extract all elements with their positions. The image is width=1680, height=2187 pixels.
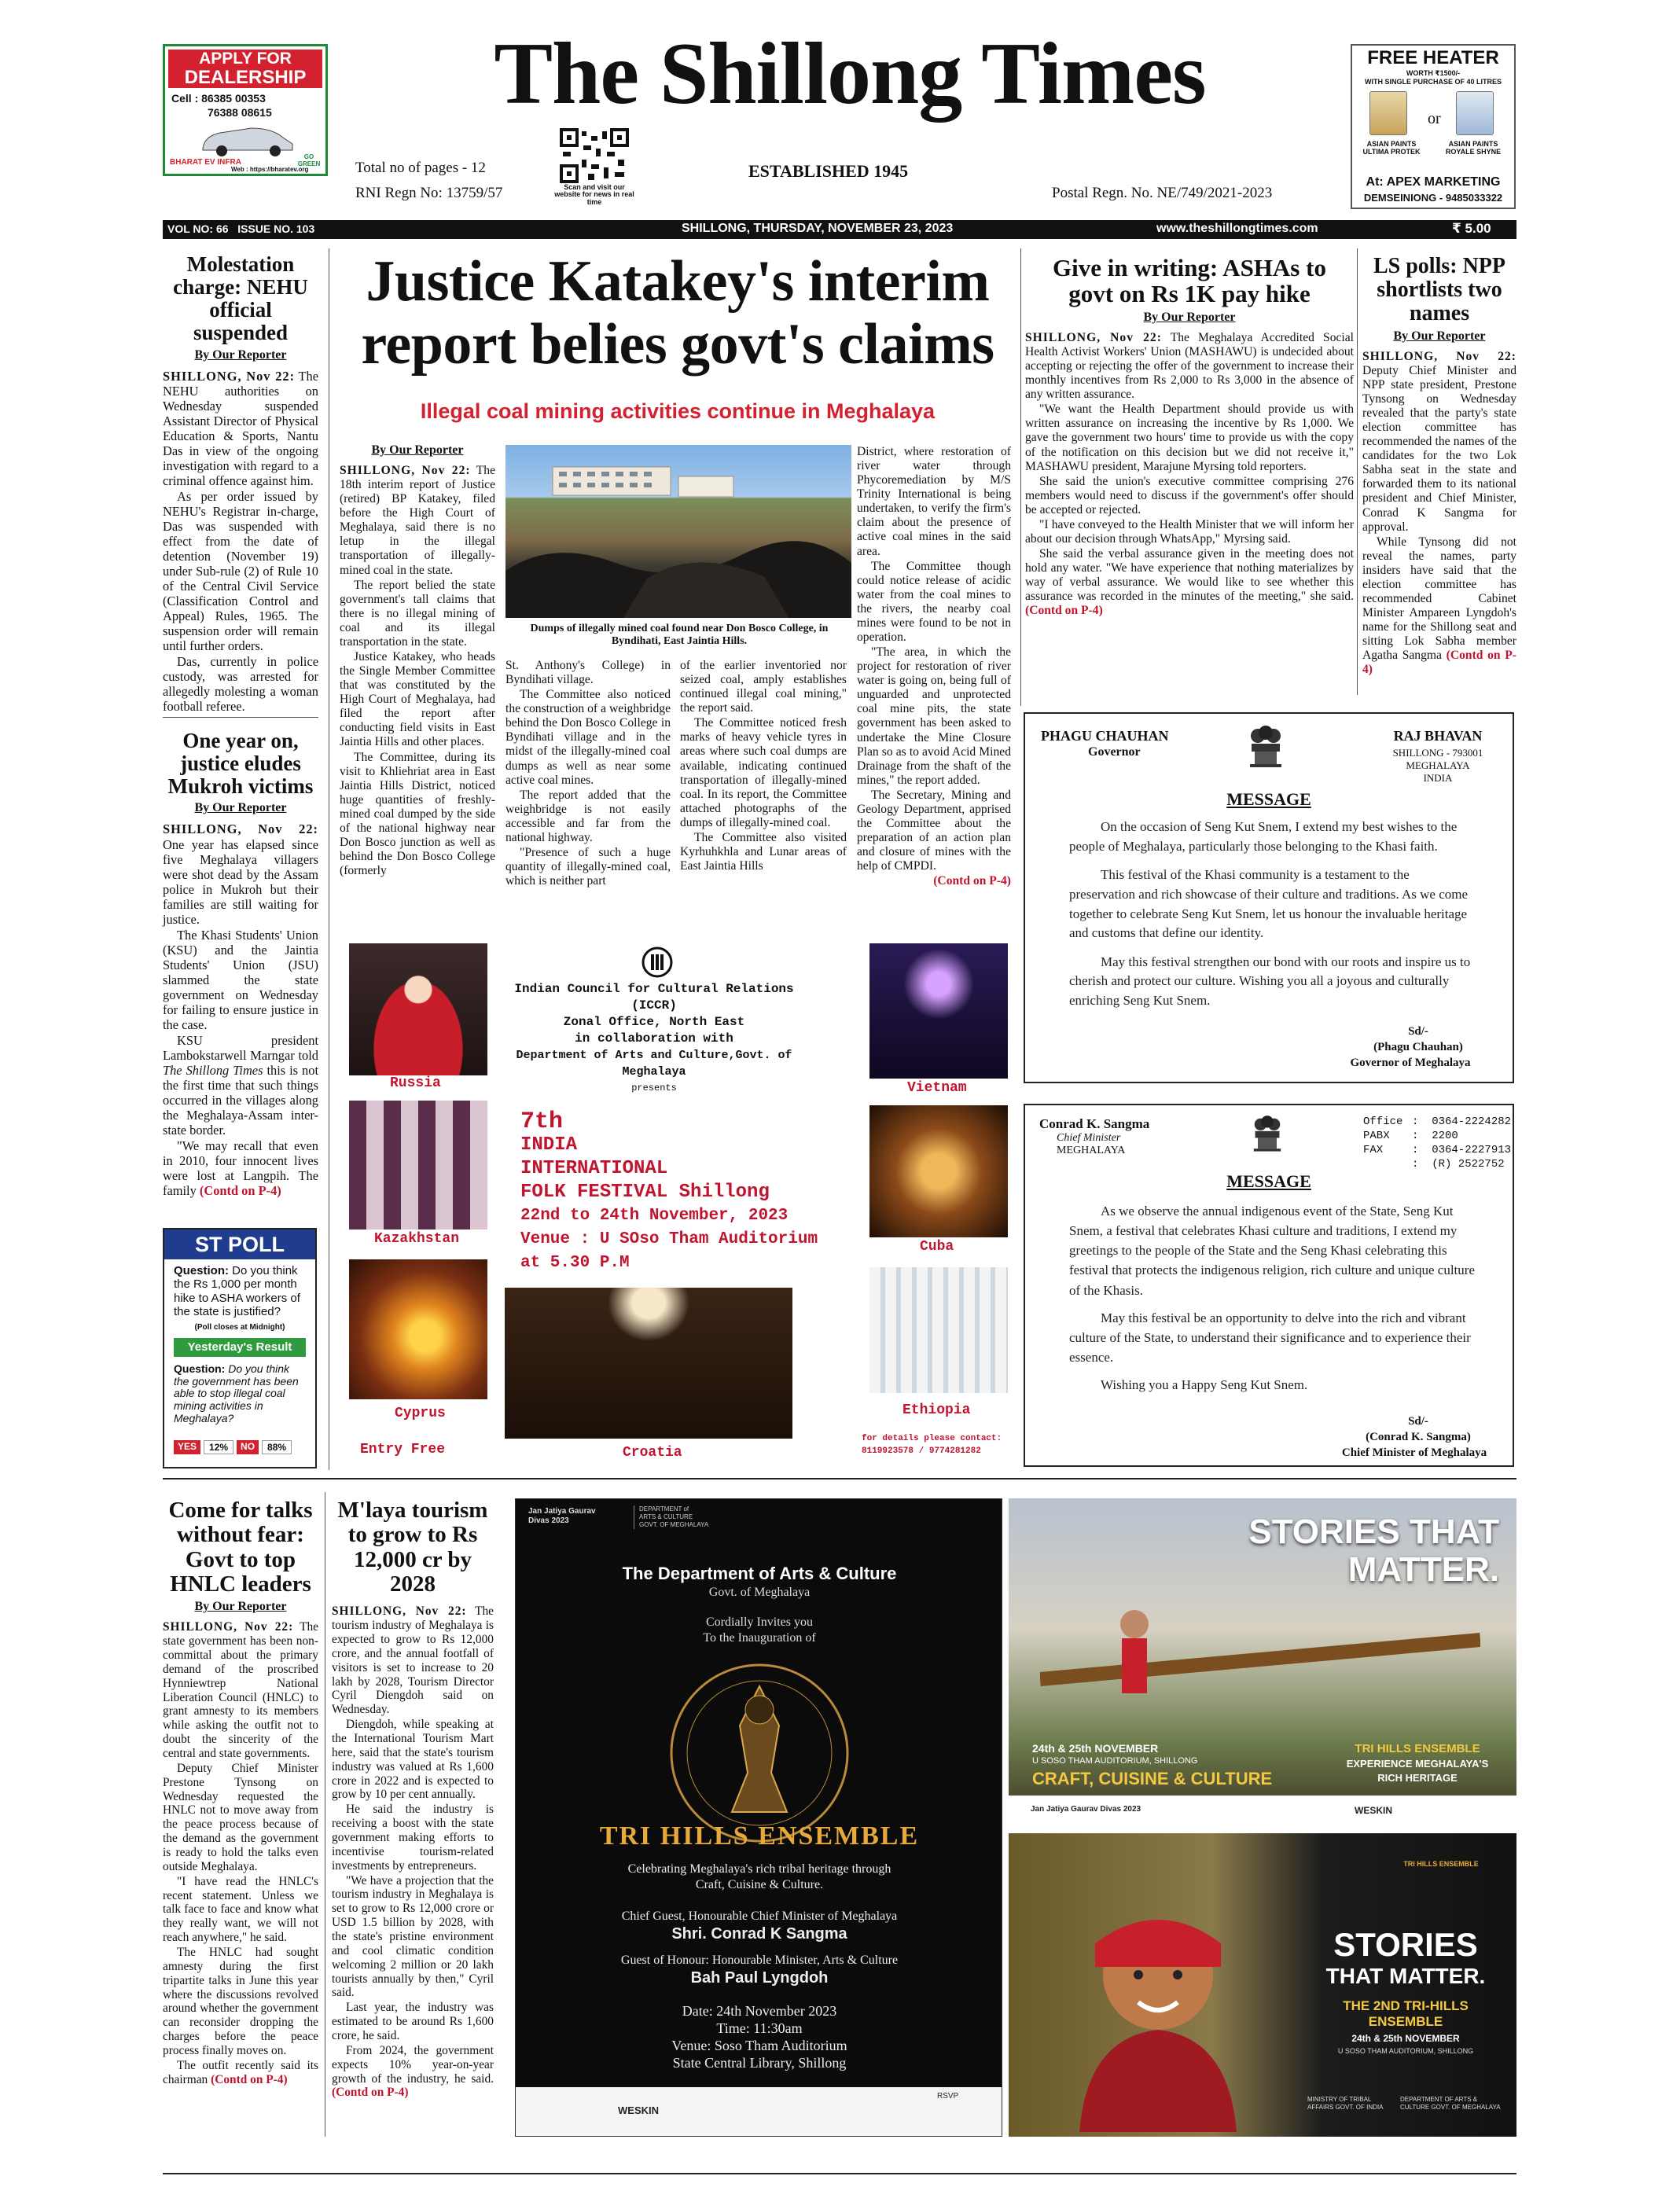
invite-venue-2: State Central Library, Shillong xyxy=(672,2055,847,2071)
raj-bhavan-addr-3: INDIA xyxy=(1423,772,1453,784)
stories-ad-2[interactable] xyxy=(1009,1833,1516,2137)
stories2-venue: U SOSO THAM AUDITORIUM, SHILLONG xyxy=(1337,2047,1474,2055)
lead-byline: By Our Reporter xyxy=(371,443,464,457)
dealer-cell-2: 76388 08615 xyxy=(208,106,272,119)
tourism-p2: Diengdoh, while speaking at the International Tourism Mart here, said that the state's tourism industry was valued at Rs 1,600 crore in 2022 and is expected to grow by 10 per cent annually. xyxy=(332,1718,494,1802)
poll-no-value: 88% xyxy=(262,1440,292,1454)
croatia-label: Croatia xyxy=(623,1445,682,1461)
lead-c3p2: The Committee noticed fresh marks of heavy vehicle tyres in areas where such coal dumps are available, indicating continued transportation of illegally-mined coal. In its report, the Committee attached photographs of the dumps of illegally-mined coal. xyxy=(680,716,847,829)
invite-dept-small-1: DEPARTMENT of xyxy=(639,1505,689,1513)
stories1-dates: 24th & 25th NOVEMBER xyxy=(1032,1742,1159,1755)
ls-contd[interactable]: (Contd on P-4) xyxy=(1362,649,1516,677)
russia-photo xyxy=(349,943,487,1075)
heater-product-1: ASIAN PAINTS ULTIMA PROTEK xyxy=(1362,140,1421,156)
ls-p2: While Tynsong did not reveal the names, party insiders have said that the election committee has recommended Cabinet Minister Ampareen Lyngdoh's name for the Shillong seat and sitting Lok Sabha member Agatha Sangma xyxy=(1362,535,1516,663)
nehu-article xyxy=(163,253,318,715)
governor-role: Governor xyxy=(1088,745,1141,759)
nehu-headline: Molestation charge: NEHU official suspended xyxy=(173,252,308,345)
invite-dept-small-3: GOVT. OF MEGHALAYA xyxy=(639,1521,709,1528)
cm-pabx-label: PABX xyxy=(1363,1130,1390,1142)
mukroh-article xyxy=(163,730,318,1199)
invite-jj-1: Jan Jatiya Gaurav xyxy=(528,1507,596,1516)
invite-footer xyxy=(516,2087,1002,2136)
tourism-p5: Last year, the industry was estimated to be around Rs 1,600 crore, he said. xyxy=(332,2001,494,2043)
stories1-weskin: WESKIN xyxy=(1355,1805,1392,1816)
bamboo-performer-image xyxy=(1040,1585,1480,1742)
mukroh-dateline: SHILLONG, Nov 22: xyxy=(163,822,318,837)
governor-p2: This festival of the Khasi community is a testament to the preservation and rich showcase of their culture and traditions. As we come together to celebrate Seng Kut Snem, let us honour the invaluable heritage and customs that define our identity. xyxy=(1069,867,1469,941)
cyprus-photo xyxy=(349,1259,487,1399)
lead-c2p1: St. Anthony's College) in Byndihati village. xyxy=(505,659,671,687)
st-poll[interactable] xyxy=(163,1228,317,1468)
website[interactable]: www.theshillongtimes.com xyxy=(1156,222,1318,235)
vietnam-photo xyxy=(869,943,1008,1079)
entry-free: Entry Free xyxy=(360,1442,446,1457)
heater-address: DEMSEINIONG - 9485033322 xyxy=(1363,192,1503,204)
iccr-logo-icon xyxy=(641,946,673,978)
coal-photo-caption: Dumps of illegally mined coal found near Don Bosco College, in Byndihati, East Jaintia Hills. xyxy=(530,623,829,648)
dealer-web[interactable]: Web : https://bharatev.org xyxy=(231,166,309,173)
folk-t6: Venue : U SOso Tham Auditorium xyxy=(520,1230,818,1248)
cm-p1: As we observe the annual indigenous event of the State, Seng Kut Snem, a festival that celebrates Khasi culture and traditions, I extend my greetings to the people of the State and the Seng Khasi celebrating this festival that protects the indigenous religion, rich culture and unique culture of the Khasis. xyxy=(1069,1204,1475,1298)
lead-col-4 xyxy=(857,445,1011,889)
poll-question-2: Do you think the government has been able to stop illegal coal mining activities in Meghalaya? xyxy=(174,1362,299,1424)
invite-jj-2: Divas 2023 xyxy=(528,1516,569,1525)
asha-dateline: SHILLONG, Nov 22: xyxy=(1025,330,1162,344)
asha-article xyxy=(1025,255,1354,619)
hnlc-p4: The HNLC had sought amnesty during the first tripartite talks in June this year where the discussions revolved around whether the government can reconsider dropping the charges before the peace process finally moves on. xyxy=(163,1946,318,2058)
asha-p1: The Meghalaya Accredited Social Health Activist Workers' Union (MASHAWU) is undecided about accepting or rejecting the offer of the government to increase their monthly incentives from Rs 2,000 to Rs 3,000 in the absence of any written assurance. xyxy=(1025,330,1354,402)
folk-t5: 22nd to 24th November, 2023 xyxy=(520,1207,789,1225)
asha-headline: Give in writing: ASHAs to govt on Rs 1K pay hike xyxy=(1053,254,1326,308)
asha-p3: She said the union's executive committee comprising 276 members would need to discuss if the government's offer should be accepted or rejected. xyxy=(1025,474,1354,516)
dealer-brand: BHARAT EV INFRA xyxy=(170,158,241,167)
hnlc-p5: The outfit recently said its chairman xyxy=(163,2058,318,2086)
lead-c4p4: The Secretary, Mining and Geology Department, apprised the Committee about the preparation of an action plan and closure of mines with the help of CMPDI. xyxy=(857,788,1011,873)
lead-c1p4: The Committee, during its visit to Khliehriat area in East Jaintia Hills District, noticed huge quantities of freshly-mined coal dumped by the side of the national highway near Don Bosco junction as well as behind the Don Bosco College (formerly xyxy=(340,750,495,878)
cm-message-title: MESSAGE xyxy=(1226,1171,1311,1191)
mukroh-p3-italic: The Shillong Times xyxy=(163,1062,263,1078)
lead-c1p2: The report belied the state government's tall claims that there is no illegal mining of coal and its illegal transportation in the state. xyxy=(340,578,495,649)
croatia-photo xyxy=(505,1288,792,1439)
lead-c2p4: "Presence of such a huge quantity of illegally-mined coal, which is neither part xyxy=(505,846,671,888)
dealer-cell-1: Cell : 86385 00353 xyxy=(171,92,266,105)
hnlc-article xyxy=(163,1498,318,2088)
stories1-ens-2: EXPERIENCE MEGHALAYA'S xyxy=(1346,1758,1489,1770)
qr-code[interactable] xyxy=(560,128,629,183)
paint-can-royale xyxy=(1456,91,1494,135)
cm-sign-name: (Conrad K. Sangma) xyxy=(1366,1431,1471,1443)
folk-details: for details please contact: xyxy=(862,1434,1002,1443)
mukroh-p3b: this is not the first time that such things occurred in the villages along the Meghalaya-Assam inter-state border. xyxy=(163,1062,318,1138)
invite-line-1: Cordially Invites you xyxy=(706,1615,813,1629)
raj-bhavan: RAJ BHAVAN xyxy=(1393,728,1483,744)
poll-closes: (Poll closes at Midnight) xyxy=(194,1323,285,1332)
cm-p3: Wishing you a Happy Seng Kut Snem. xyxy=(1101,1377,1308,1393)
stories-ad-1[interactable] xyxy=(1009,1498,1516,1827)
tourism-dateline: SHILLONG, Nov 22: xyxy=(332,1604,467,1619)
cm-sign-role: Chief Minister of Meghalaya xyxy=(1341,1446,1487,1459)
invite-chief: Shri. Conrad K Sangma xyxy=(671,1925,847,1943)
stories1-tag: CRAFT, CUISINE & CULTURE xyxy=(1032,1769,1273,1788)
price: ₹ 5.00 xyxy=(1452,221,1491,236)
folk-l1: Indian Council for Cultural Relations (ICCR) xyxy=(514,982,794,1013)
cm-pabx-val: : 2200 xyxy=(1412,1130,1458,1142)
total-pages: Total no of pages - 12 xyxy=(355,160,486,176)
invite-date: Date: 24th November 2023 xyxy=(682,2003,837,2019)
poll-no-label: NO xyxy=(237,1440,259,1454)
heater-dealer: At: APEX MARKETING xyxy=(1366,175,1501,189)
hnlc-p2: Deputy Chief Minister Prestone Tynsong on Wednesday requested the HNLC not to move away from the peace process because of the demand as the government is ready to hold the talks even outside Meghalaya. xyxy=(163,1761,318,1873)
mukroh-byline: By Our Reporter xyxy=(194,801,287,815)
governor-message xyxy=(1024,712,1514,1083)
folk-phones[interactable]: 8119923578 / 9774281282 xyxy=(862,1446,981,1456)
vietnam-label: Vietnam xyxy=(907,1080,967,1096)
folk-presents: presents xyxy=(631,1082,677,1094)
stories2-ministry-2: DEPARTMENT OF ARTS & CULTURE GOVT. OF MEGHALAYA xyxy=(1400,2096,1501,2111)
kazakhstan-label: Kazakhstan xyxy=(374,1231,460,1247)
cuba-label: Cuba xyxy=(920,1239,954,1255)
dealership-ad[interactable] xyxy=(163,44,328,176)
issue-date: SHILLONG, THURSDAY, NOVEMBER 23, 2023 xyxy=(682,222,954,235)
folk-l4: Department of Arts and Culture,Govt. of Meghalaya xyxy=(516,1049,792,1079)
hnlc-p1: The state government has been non-committal about the primary demand of the proscribed Hynniewtrep National Liberation Council (HNLC) to grant amnesty to its members while asking the outfit not to doubt the sincerity of the central and state governments. xyxy=(163,1620,318,1760)
governor-sign-name: (Phagu Chauhan) xyxy=(1373,1041,1463,1053)
governor-message-title: MESSAGE xyxy=(1226,789,1311,809)
poll-result-label: Yesterday's Result xyxy=(174,1338,306,1357)
folk-l2: Zonal Office, North East xyxy=(563,1015,745,1029)
asha-p4: "I have conveyed to the Health Minister that we will inform her about our decision through WhatsApp," Myrsing said. xyxy=(1025,517,1354,546)
postal-regn: Postal Regn. No. NE/749/2021-2023 xyxy=(1052,185,1273,201)
heater-worth: WORTH ₹1500/- xyxy=(1406,69,1461,77)
folk-t1: 7th xyxy=(520,1108,564,1135)
poll-question: Do you think the Rs 1,000 per month hike to ASHA workers of the state is justified? xyxy=(174,1264,300,1318)
cm-fax-label: FAX xyxy=(1363,1144,1384,1156)
invite-ensemble: TRI HILLS ENSEMBLE xyxy=(599,1821,920,1851)
lead-c2p2: The Committee also noticed the construction of a weighbridge behind the Don Bosco College in Byndihati village and in the midst of the illegally-mined coal dumps as well as near some active coal mines. xyxy=(505,688,671,787)
hnlc-byline: By Our Reporter xyxy=(194,1600,287,1614)
stories1-title-1: STORIES THAT xyxy=(1248,1513,1499,1551)
mukroh-p4: "We may recall that even in 2010, four innocent lives were lost at Langpih. The family xyxy=(163,1138,318,1199)
qr-caption: Scan and visit our website for news in real time xyxy=(554,183,634,206)
stories1-title-2: MATTER. xyxy=(1347,1550,1499,1589)
established: ESTABLISHED 1945 xyxy=(748,161,909,181)
poll-q-label: Question: xyxy=(174,1264,229,1277)
stories2-title-1: STORIES xyxy=(1333,1926,1478,1963)
coal-dump-photo xyxy=(505,445,851,618)
poll-yes-label: YES xyxy=(174,1440,200,1454)
invite-weskin: WESKIN xyxy=(618,2104,659,2116)
ls-p1: Deputy Chief Minister and NPP state president, Prestone Tynsong on Wednesday revealed that the party's state election committee has recommended the names of the candidates for the two Lok Sabha seat in the state and forwarded them to its national president and Chief Minister, Conrad K Sangma for approval. xyxy=(1362,363,1516,534)
tourism-article xyxy=(332,1498,494,2101)
cm-name: Conrad K. Sangma xyxy=(1039,1116,1150,1131)
lead-col-2 xyxy=(505,659,671,889)
lead-c3p1: of the earlier inventoried nor seized coal, amply establishes continued illegal coal mining," the report said. xyxy=(680,659,847,715)
lead-c2p3: The report added that the weighbridge is not easily accessible and far from the national highway. xyxy=(505,788,671,844)
mukroh-p1: One year has elapsed since five Meghalaya villagers were shot dead by the Assam police in Mukroh but their families are still waiting for justice. xyxy=(163,836,318,927)
stories2-title-3: THE 2ND TRI-HILLS ENSEMBLE xyxy=(1343,1998,1469,2029)
cuba-photo xyxy=(869,1105,1008,1237)
poll-title: ST POLL xyxy=(195,1233,285,1256)
poll-title-bar xyxy=(164,1229,315,1259)
heater-product-2: ASIAN PAINTS ROYALE SHYNE xyxy=(1445,140,1502,156)
invite-govt: Govt. of Meghalaya xyxy=(708,1586,811,1599)
paint-can-ultima xyxy=(1369,91,1407,135)
dealer-headline-1: APPLY FOR xyxy=(168,50,322,68)
cm-fax-val: : 0364-2227913 xyxy=(1412,1144,1512,1156)
tourism-p6: From 2024, the government expects 10% year-on-year growth of the industry, he said. xyxy=(332,2043,494,2086)
governor-sd: Sd/- xyxy=(1408,1025,1428,1038)
national-emblem-icon xyxy=(1244,723,1288,774)
cm-r-val: : (R) 2522752 xyxy=(1412,1158,1505,1171)
lead-c3p3: The Committee also visited Kyrhuhkhla and Lunar areas of East Jaintia Hills xyxy=(680,830,847,873)
invite-time: Time: 11:30am xyxy=(716,2020,803,2036)
folk-festival-ad[interactable] xyxy=(340,939,1017,1468)
folk-t3: INTERNATIONAL xyxy=(520,1158,668,1179)
invite-dept: The Department of Arts & Culture xyxy=(622,1564,897,1583)
hnlc-dateline: SHILLONG, Nov 22: xyxy=(163,1620,294,1634)
raj-bhavan-addr-1: SHILLONG - 793001 xyxy=(1392,747,1483,759)
ev-car-image xyxy=(197,122,299,158)
heater-ad[interactable] xyxy=(1351,44,1516,209)
invite-chief-label: Chief Guest, Honourable Chief Minister of Meghalaya xyxy=(621,1909,898,1923)
national-emblem-icon-cm xyxy=(1248,1113,1286,1157)
nehu-p2: As per order issued by NEHU's Registrar in-charge, Das was suspended with effect from the date of detention (November 19) under Sub-rule (2) of Rule 10 of the Central Civil Service (Classification Control and Appeal) Rules, 1965. The suspension order will remain until further orders. xyxy=(163,488,318,654)
lead-headline: Justice Katakey's interim report belies govt's claims xyxy=(361,249,994,377)
lead-subhead: Illegal coal mining activities continue in Meghalaya xyxy=(420,399,936,423)
nehu-dateline: SHILLONG, Nov 22: xyxy=(163,368,296,384)
stories2-ministry-1: MINISTRY OF TRIBAL AFFAIRS GOVT. OF INDIA xyxy=(1307,2096,1384,2111)
tourism-p4: "We have a projection that the tourism industry in Meghalaya is set to grow to Rs 12,000 crore or USD 1.5 billion by 2028, with the state's pristine environment and cool climatic condition welcoming 2 million or 20 lakh tourists annually by then," Cyril said. xyxy=(332,1873,494,2000)
stories1-jj: Jan Jatiya Gaurav Divas 2023 xyxy=(1031,1805,1141,1814)
lead-c4p1: District, where restoration of river water through Phycoremediation by M/S Trinity International is being undertaken, to verify the firm's claim about the presence of active coal mines in the said area. xyxy=(857,445,1011,558)
lead-dateline: SHILLONG, Nov 22: xyxy=(340,464,471,477)
nehu-p1: The NEHU authorities on Wednesday suspended Assistant Director of Physical Education & Sports, Nantu Das in view of the ongoing investigation with regard to a criminal offence against him. xyxy=(163,368,318,488)
ls-dateline: SHILLONG, Nov 22: xyxy=(1362,349,1516,363)
stories2-badge: TRI HILLS ENSEMBLE xyxy=(1403,1860,1479,1868)
asha-byline: By Our Reporter xyxy=(1143,310,1236,324)
asha-p5: She said the verbal assurance given in the meeting does not hold any water. "We have experience that nothing materializes by way of verbal assurance. We would like to see whether this assurance was recorded in the minutes of the meeting," she said. xyxy=(1025,547,1354,604)
lead-col-3 xyxy=(680,659,847,874)
mukroh-p2: The Khasi Students' Union (KSU) and the Jaintia Students' Union (JSU) slammed the state government on Wednesday for failing to ensure justice in the case. xyxy=(163,927,318,1032)
heater-condition: WITH SINGLE PURCHASE OF 40 LITRES xyxy=(1364,78,1502,86)
tourism-p3: He said the industry is receiving a boost with the state government making efforts to incentivise tourism-related investments by entrepreneurs. xyxy=(332,1803,494,1873)
hnlc-p3: "I have read the HNLC's recent statement. Unless we talk face to face and know what they really want, we will not reach anywhere," he said. xyxy=(163,1874,318,1945)
ls-headline: LS polls: NPP shortlists two names xyxy=(1373,254,1506,326)
lead-col-1 xyxy=(340,440,495,879)
poll-q2-label: Question: xyxy=(174,1362,226,1375)
child-portrait-image xyxy=(1032,1880,1284,2132)
stories1-venue: U SOSO THAM AUDITORIUM, SHILLONG xyxy=(1032,1756,1198,1766)
invite-guest-label: Guest of Honour: Honourable Minister, Arts & Culture xyxy=(620,1954,899,1967)
invite-guest: Bah Paul Lyngdoh xyxy=(690,1969,829,1987)
governor-name: PHAGU CHAUHAN xyxy=(1041,728,1169,744)
lead-c4p3: "The area, in which the project for restoration of river water is going on, being full of unguarded and unprotected coal mine pits, the state government has been asked to undertake the Mine Closure Plan so as to avoid Acid Mined Drainage from the shaft of the mines," the report added. xyxy=(857,645,1011,787)
asha-contd[interactable]: (Contd on P-4) xyxy=(1025,604,1103,618)
hnlc-contd[interactable]: (Contd on P-4) xyxy=(211,2072,288,2086)
governor-p1: On the occasion of Seng Kut Snem, I extend my best wishes to the people of Meghalaya, particularly those belonging to the Khasi faith. xyxy=(1069,819,1458,854)
hnlc-headline: Come for talks without fear: Govt to top HNLC leaders xyxy=(168,1498,313,1597)
invite-celebrate-1: Celebrating Meghalaya's rich tribal heritage through xyxy=(627,1862,891,1876)
invite-line-2: To the Inauguration of xyxy=(703,1631,816,1645)
poll-yes-value: 12% xyxy=(204,1440,233,1454)
stories1-ens-1: TRI HILLS ENSEMBLE xyxy=(1355,1742,1480,1755)
ethiopia-label: Ethiopia xyxy=(902,1402,971,1418)
lead-c1p3: Justice Katakey, who heads the Single Member Committee that was constituted by the High Court of Meghalaya, had filed the report after conducting field visits in East Jaintia Hills and other places. xyxy=(340,650,495,749)
folk-t2: INDIA xyxy=(520,1134,578,1156)
stories1-footer xyxy=(1009,1796,1516,1827)
russia-label: Russia xyxy=(390,1075,441,1091)
tri-hills-invite-ad[interactable] xyxy=(515,1498,1002,2137)
cm-p2: May this festival be an opportunity to delve into the rich and vibrant culture of the State, to understand their significance and to experience their essence. xyxy=(1069,1310,1471,1365)
asha-p2: "We want the Health Department should provide us with written assurance on increasing the incentive by Rs 1,000. We gave the government two hours' time to provide us with the copy of the notification on this decision but we did not receive it," MASHAWU president, Marajune Myrsing told reporters. xyxy=(1025,402,1354,473)
cyprus-label: Cyprus xyxy=(395,1406,446,1421)
tourism-p1: The tourism industry of Meghalaya is expected to grow to Rs 12,000 crore, and the annual footfall of visitors is set to increase to 20 lakh by 2028, Tourism Director Cyril Diengdoh said on Wednesday. xyxy=(332,1604,494,1717)
invite-celebrate-2: Craft, Cuisine & Culture. xyxy=(695,1878,824,1891)
newspaper-title: The Shillong Times xyxy=(494,25,1206,123)
governor-p3: May this festival strengthen our bond with our roots and inspire us to cherish and protect our culture. Wishing you all a joyous and culturally enriching Seng Kut Snem. xyxy=(1069,954,1471,1009)
ls-byline: By Our Reporter xyxy=(1393,329,1486,343)
folk-t7: at 5.30 P.M xyxy=(520,1254,630,1272)
cm-sd: Sd/- xyxy=(1408,1415,1428,1428)
cm-message xyxy=(1024,1104,1514,1467)
mukroh-headline: One year on, justice eludes Mukroh victims xyxy=(167,729,314,799)
dateline-bar xyxy=(163,220,1516,239)
lead-contd[interactable]: (Contd on P-4) xyxy=(933,874,1011,888)
folk-l3: in collaboration with xyxy=(575,1031,733,1046)
mukroh-contd[interactable]: (Contd on P-4) xyxy=(199,1183,281,1199)
cm-state: MEGHALAYA xyxy=(1057,1145,1126,1156)
ethiopia-photo xyxy=(869,1267,1008,1393)
ls-article xyxy=(1362,255,1516,678)
tourism-headline: M'laya tourism to grow to Rs 12,000 cr by 2028 xyxy=(337,1498,488,1597)
dealer-headline-2: DEALERSHIP xyxy=(168,68,322,88)
stories1-ens-3: RICH HERITAGE xyxy=(1377,1772,1458,1784)
heater-title: FREE HEATER xyxy=(1367,47,1499,68)
nehu-byline: By Our Reporter xyxy=(194,347,287,362)
rni-number: RNI Regn No: 13759/57 xyxy=(355,185,503,201)
kazakhstan-photo xyxy=(349,1101,487,1229)
cm-office-label: Office xyxy=(1363,1116,1403,1128)
stories2-title-2: THAT MATTER. xyxy=(1325,1964,1486,1988)
folk-t4: FOLK FESTIVAL Shillong xyxy=(520,1182,770,1203)
lead-c4p2: The Committee though could notice release of acidic water from the coal mines to the rivers, the nearby coal mines were found to be not in operation. xyxy=(857,559,1011,645)
cm-role: Chief Minister xyxy=(1057,1132,1121,1144)
raj-bhavan-addr-2: MEGHALAYA xyxy=(1406,759,1470,771)
nehu-p3: Das, currently in police custody, was arrested for allegedly molesting a woman football referee. xyxy=(163,654,318,715)
invite-dept-small-2: ARTS & CULTURE xyxy=(639,1513,693,1520)
invite-rsvp: RSVP xyxy=(937,2092,959,2101)
stories2-dates: 24th & 25th NOVEMBER xyxy=(1351,2033,1460,2044)
dealer-go-green: GO GREEN xyxy=(297,153,321,167)
governor-sign-role: Governor of Meghalaya xyxy=(1350,1057,1471,1069)
cm-office-val: : 0364-2224282 xyxy=(1412,1116,1512,1128)
tourism-contd[interactable]: (Contd on P-4) xyxy=(332,2086,409,2100)
mukroh-p3a: KSU president Lambokstarwell Marngar told xyxy=(163,1032,318,1063)
heater-or: or xyxy=(1428,110,1441,127)
lead-c1p1: The 18th interim report of Justice (retired) BP Katakey, filed before the High Court of Meghalaya, said there is no letup in the illegal transportation of illegally-mined coal in the state. xyxy=(340,464,495,577)
invite-venue-1: Venue: Soso Tham Auditorium xyxy=(671,2038,847,2053)
volume-issue: VOL NO: 66 ISSUE NO. 103 xyxy=(167,222,315,235)
